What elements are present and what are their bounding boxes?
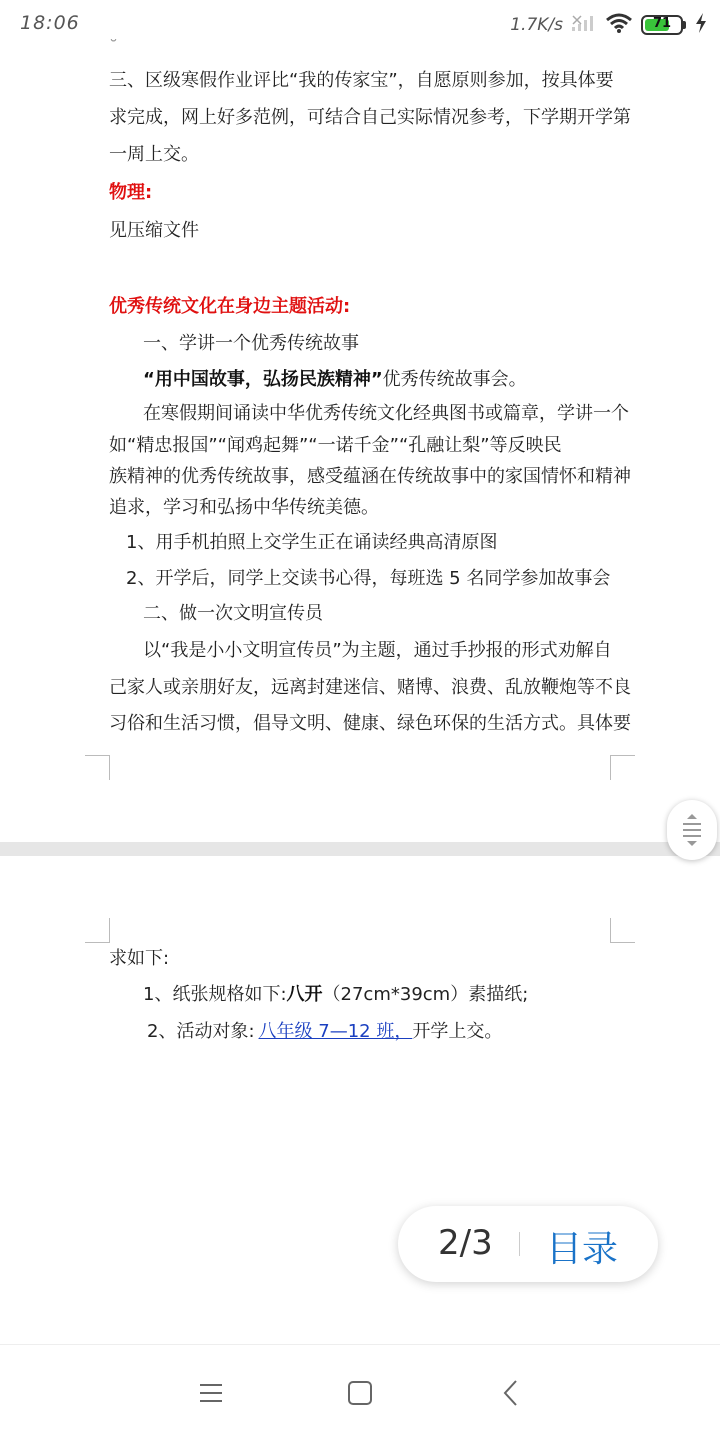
back-icon [501,1379,521,1407]
target-line [147,1020,502,1044]
pill-divider [519,1232,520,1256]
para1-line2: 如“精忠报国”“闻鸡起舞”“一诺千金”“孔融让梨”等反映民 [109,435,562,456]
page-indicator[interactable]: 2/3 [438,1223,493,1263]
target-prefix: 2、活动对象: [147,1021,255,1042]
scroll-arrows-icon [681,812,703,848]
status-bar [0,0,720,50]
item3-line1: 三、区级寒假作业评比“我的传家宝”，自愿原则参加，按具体要 [109,70,614,91]
back-button[interactable] [487,1369,535,1417]
text-fragment: ˘ [109,37,118,58]
document-page-1[interactable] [0,37,720,842]
crop-mark-bottom-right [610,755,635,780]
system-nav-bar [0,1344,720,1441]
activity-heading: 优秀传统文化在身边主题活动: [109,296,351,317]
wifi-icon [605,12,633,39]
battery-icon [641,15,686,35]
paper-spec-rest: （27cm*39cm）素描纸; [322,984,529,1005]
menu-icon [198,1382,224,1404]
fast-scroll-handle[interactable] [667,800,717,860]
para1-line4: 追求，学习和弘扬中华传统美德。 [109,497,379,518]
target-rest: 开学上交。 [412,1021,503,1042]
req1: 1、用手机拍照上交学生正在诵读经典高清原图 [126,532,498,553]
para2-line3: 习俗和生活习惯，倡导文明、健康、绿色环保的生活方式。具体要 [109,713,631,734]
req2: 2、开学后，同学上交读书心得，每班选 5 名同学参加故事会 [126,568,611,589]
target-link[interactable]: 八年级 7—12 班， [258,1021,413,1042]
toc-button[interactable]: 目录 [546,1229,619,1270]
status-time: 18:06 [20,12,80,34]
para1-line1: 在寒假期间诵读中华优秀传统文化经典图书或篇章，学讲一个 [143,403,629,424]
crop-mark-top-right [610,918,635,943]
slogan-rest: 优秀传统故事会。 [382,369,527,390]
para2-line2: 己家人或亲朋好友，远离封建迷信、赌博、浪费、乱放鞭炮等不良 [109,677,631,698]
home-button[interactable] [336,1369,384,1417]
para2-line1: 以“我是小小文明宣传员”为主题，通过手抄报的形式劝解自 [143,640,612,661]
signal-icon [571,14,597,37]
item3-line2: 求完成，网上好多范例，可结合自己实际情况参考，下学期开学第 [109,107,631,128]
status-indicators [510,11,708,39]
charging-icon [694,12,708,39]
page-navigator [398,1206,658,1282]
continuation-text: 求如下: [109,948,170,969]
paper-spec-prefix: 1、纸张规格如下: [143,984,287,1005]
paper-spec-bold: 八开 [286,984,323,1005]
physics-body: 见压缩文件 [109,220,199,241]
item3-line3: 一周上交。 [109,144,199,165]
slogan-bold: “用中国故事，弘扬民族精神” [143,369,383,390]
menu-button[interactable] [187,1369,235,1417]
crop-mark-top-left [85,918,110,943]
paper-spec-line [143,983,528,1007]
net-speed: 1.7K/s [510,15,563,35]
section1-title: 一、学讲一个优秀传统故事 [143,333,359,354]
page-separator [0,842,720,856]
section2-title: 二、做一次文明宣传员 [143,603,323,624]
battery-level: 71 [652,16,672,31]
para1-line3: 族精神的优秀传统故事，感受蕴涵在传统故事中的家国情怀和精神 [109,466,631,487]
home-icon [347,1380,373,1406]
physics-heading: 物理: [109,182,153,203]
slogan-line [143,368,527,392]
crop-mark-bottom-left [85,755,110,780]
